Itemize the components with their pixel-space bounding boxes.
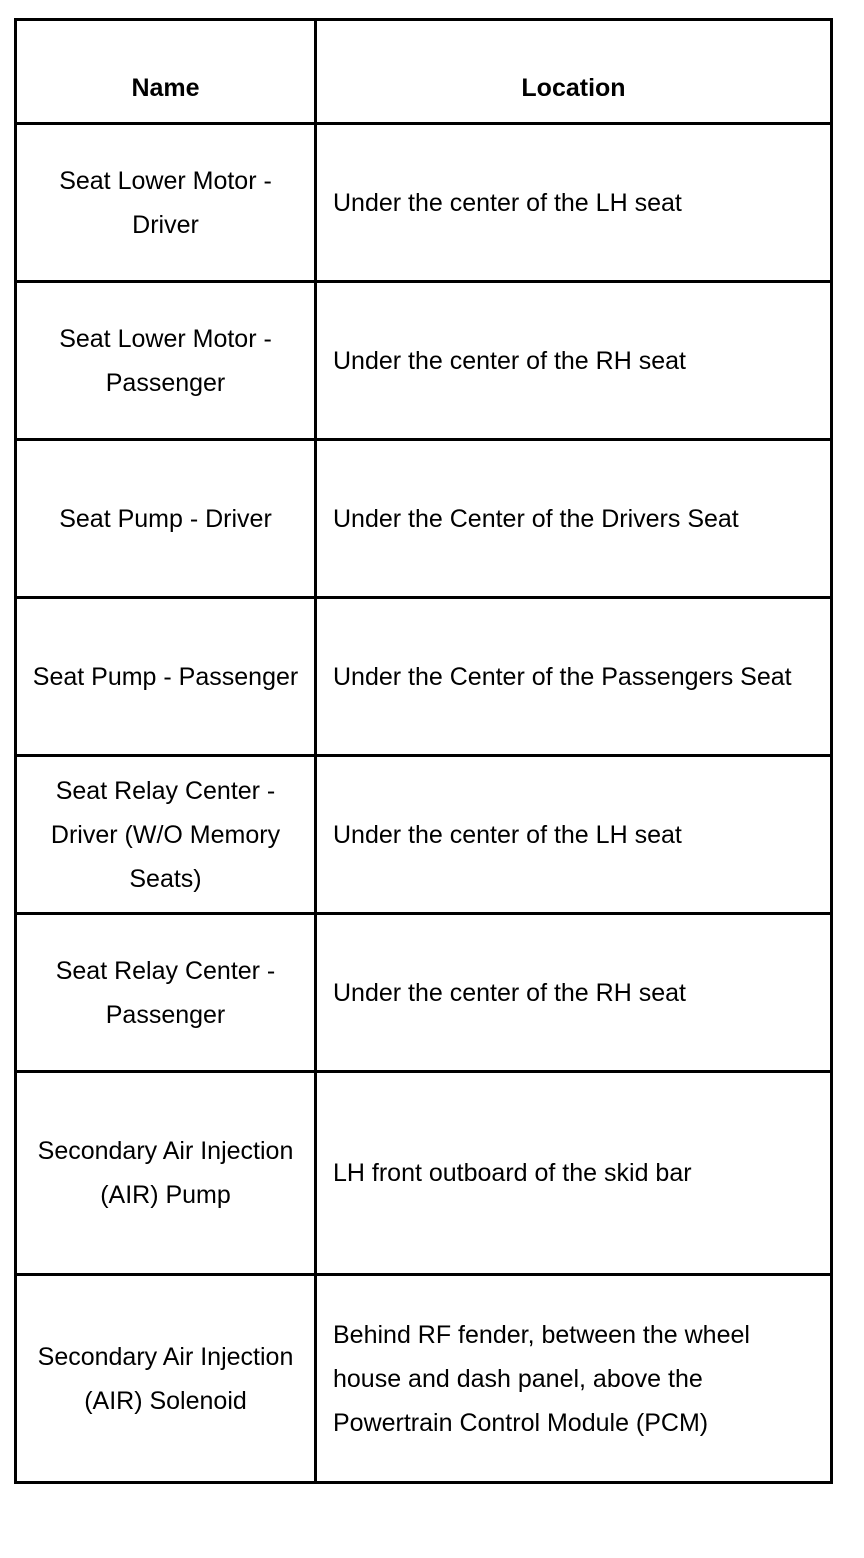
cell-name: Seat Pump - Driver xyxy=(16,440,316,598)
table-row xyxy=(16,282,832,440)
table-body xyxy=(16,124,832,1483)
cell-location: LH front outboard of the skid bar xyxy=(316,1072,832,1275)
header-row xyxy=(16,20,832,124)
cell-location: Under the Center of the Drivers Seat xyxy=(316,440,832,598)
cell-name: Seat Pump - Passenger xyxy=(16,598,316,756)
cell-name: Seat Relay Center - Passenger xyxy=(16,914,316,1072)
cell-name: Secondary Air Injection (AIR) Solenoid xyxy=(16,1275,316,1483)
column-header-location: Location xyxy=(316,20,832,124)
table-row xyxy=(16,914,832,1072)
table-row xyxy=(16,1072,832,1275)
cell-name: Seat Lower Motor - Passenger xyxy=(16,282,316,440)
cell-location: Behind RF fender, between the wheel house and dash panel, above the Powertrain Control Module (PCM) xyxy=(316,1275,832,1483)
cell-location: Under the center of the LH seat xyxy=(316,756,832,914)
cell-location: Under the center of the LH seat xyxy=(316,124,832,282)
cell-location: Under the Center of the Passengers Seat xyxy=(316,598,832,756)
table-row xyxy=(16,598,832,756)
table-row xyxy=(16,1275,832,1483)
component-location-table xyxy=(14,18,833,1484)
cell-name: Secondary Air Injection (AIR) Pump xyxy=(16,1072,316,1275)
column-header-name: Name xyxy=(16,20,316,124)
cell-location: Under the center of the RH seat xyxy=(316,282,832,440)
cell-location: Under the center of the RH seat xyxy=(316,914,832,1072)
table-row xyxy=(16,440,832,598)
table-header xyxy=(16,20,832,124)
cell-name: Seat Relay Center - Driver (W/O Memory Seats) xyxy=(16,756,316,914)
table-row xyxy=(16,124,832,282)
cell-name: Seat Lower Motor - Driver xyxy=(16,124,316,282)
table-row xyxy=(16,756,832,914)
